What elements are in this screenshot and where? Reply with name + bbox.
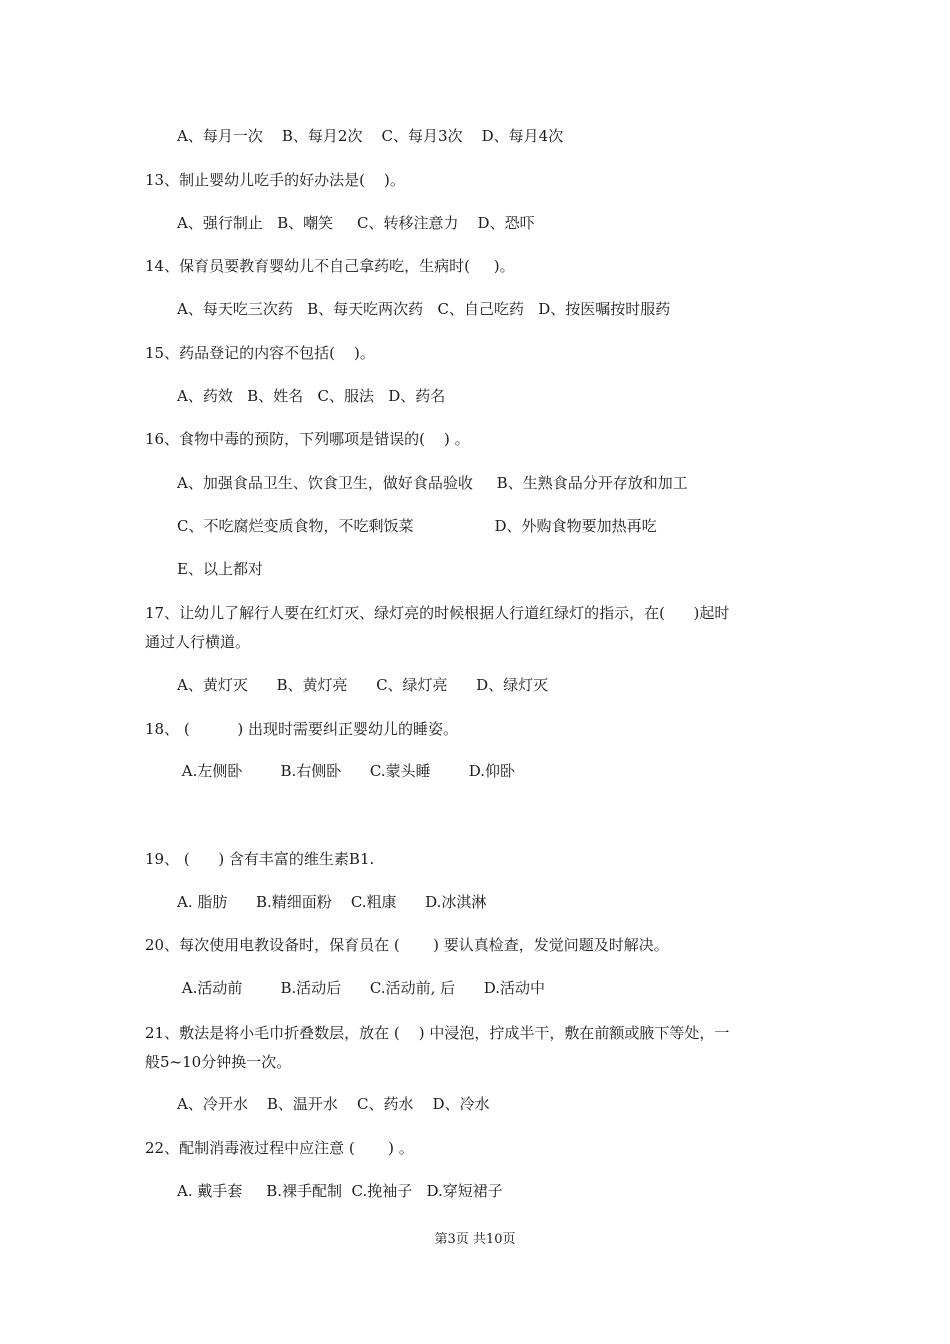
question-line: 通过人行横道。 (145, 633, 251, 651)
option-line: A.左侧卧 B.右侧卧 C.蒙头睡 D.仰卧 (177, 762, 516, 780)
option-line: A.活动前 B.活动后 C.活动前, 后 D.活动中 (177, 979, 546, 997)
question-line: 般5~10分钟换一次。 (145, 1053, 292, 1071)
question-line: 19、 ( ) 含有丰富的维生素B1. (145, 850, 375, 868)
question-line: 17、让幼儿了解行人要在红灯灭、绿灯亮的时候根据人行道红绿灯的指示，在( )起时 (145, 604, 730, 622)
question-line: 13、制止婴幼儿吃手的好办法是( )。 (145, 171, 405, 189)
question-line: 15、药品登记的内容不包括( )。 (145, 344, 375, 362)
option-line: A、加强食品卫生、饮食卫生，做好食品验收 B、生熟食品分开存放和加工 (177, 474, 688, 492)
option-line: E、以上都对 (177, 560, 263, 578)
question-line: 21、敷法是将小毛巾折叠数层，放在 ( ) 中浸泡，拧成半干，敷在前额或腋下等处，一 (145, 1024, 730, 1042)
page-footer: 第3页 共10页 (434, 1232, 516, 1247)
option-line: A、强行制止 B、嘲笑 C、转移注意力 D、恐吓 (177, 214, 535, 232)
option-line: A、每天吃三次药 B、每天吃两次药 C、自己吃药 D、按医嘱按时服药 (177, 300, 671, 318)
option-line: A. 戴手套 B.裸手配制 C.挽袖子 D.穿短裙子 (177, 1182, 503, 1200)
question-line: 18、 ( ) 出现时需要纠正婴幼儿的睡姿。 (145, 720, 459, 738)
option-line: A、每月一次 B、每月2次 C、每月3次 D、每月4次 (177, 127, 564, 145)
option-line: C、不吃腐烂变质食物，不吃剩饭菜 D、外购食物要加热再吃 (177, 517, 657, 535)
question-line: 20、每次使用电教设备时，保育员在 ( ) 要认真检查，发觉问题及时解决。 (145, 936, 669, 954)
question-line: 22、配制消毒液过程中应注意 ( ) 。 (145, 1139, 414, 1157)
option-line: A. 脂肪 B.精细面粉 C.粗康 D.冰淇淋 (177, 893, 487, 911)
option-line: A、黄灯灭 B、黄灯亮 C、绿灯亮 D、绿灯灭 (177, 676, 549, 694)
option-line: A、冷开水 B、温开水 C、药水 D、冷水 (177, 1095, 490, 1113)
question-line: 14、保育员要教育婴幼儿不自己拿药吃，生病时( )。 (145, 257, 515, 275)
option-line: A、药效 B、姓名 C、服法 D、药名 (177, 387, 446, 405)
question-line: 16、食物中毒的预防，下列哪项是错误的( ) 。 (145, 430, 470, 448)
